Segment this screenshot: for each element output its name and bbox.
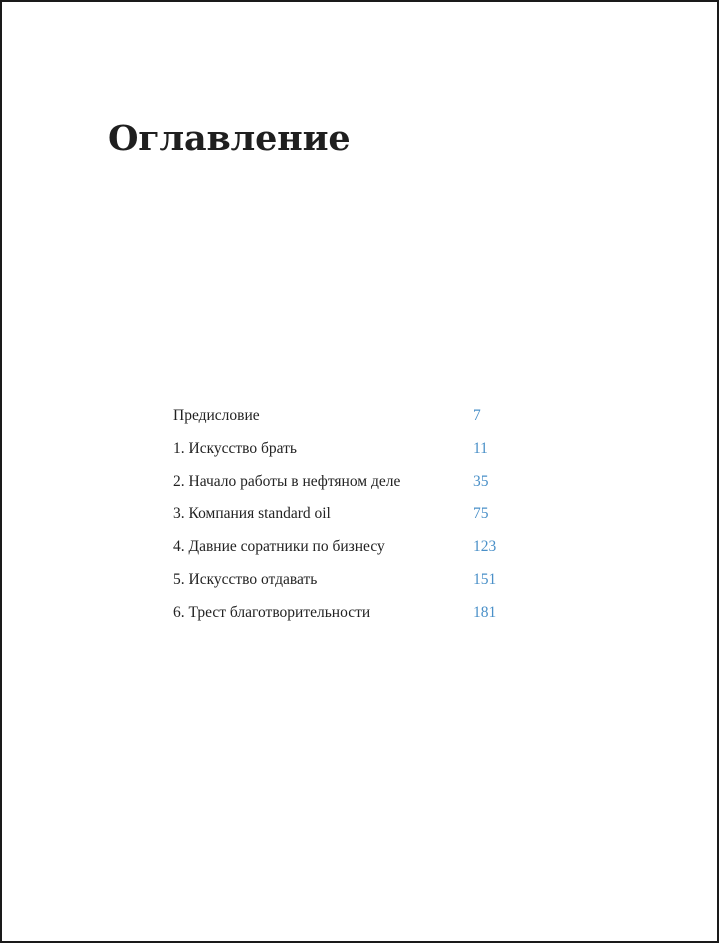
toc-entry[interactable]	[173, 440, 533, 473]
toc-entry[interactable]	[173, 571, 533, 604]
toc-entry-title: Предисловие	[173, 407, 260, 424]
toc-entry-title: 4. Давние соратники по бизнесу	[173, 538, 385, 556]
toc-entry-title: 6. Трест благотворительности	[173, 603, 371, 621]
toc-entry-title: 5. Искусство отдавать	[173, 570, 318, 588]
toc-entry[interactable]	[173, 473, 533, 506]
toc-entry-page-number[interactable]: 151	[473, 570, 497, 588]
toc-entry[interactable]	[173, 538, 533, 571]
toc-entry-page-number[interactable]: 7	[473, 407, 481, 424]
table-of-contents	[173, 407, 533, 637]
toc-entry-page-number[interactable]: 75	[473, 505, 489, 523]
toc-entry-title: 3. Компания standard oil	[173, 505, 331, 523]
toc-entry-title: 2. Начало работы в нефтяном деле	[173, 472, 401, 490]
toc-entry[interactable]	[173, 505, 533, 538]
toc-entry-page-number[interactable]: 11	[473, 439, 488, 457]
toc-entry-page-number[interactable]: 181	[473, 603, 497, 621]
toc-entry[interactable]	[173, 604, 533, 637]
page-title: Оглавление	[108, 118, 351, 159]
toc-entry-page-number[interactable]: 35	[473, 472, 489, 490]
toc-entry-title: 1. Искусство брать	[173, 439, 297, 457]
toc-entry[interactable]	[173, 407, 533, 440]
toc-entry-page-number[interactable]: 123	[473, 538, 497, 556]
